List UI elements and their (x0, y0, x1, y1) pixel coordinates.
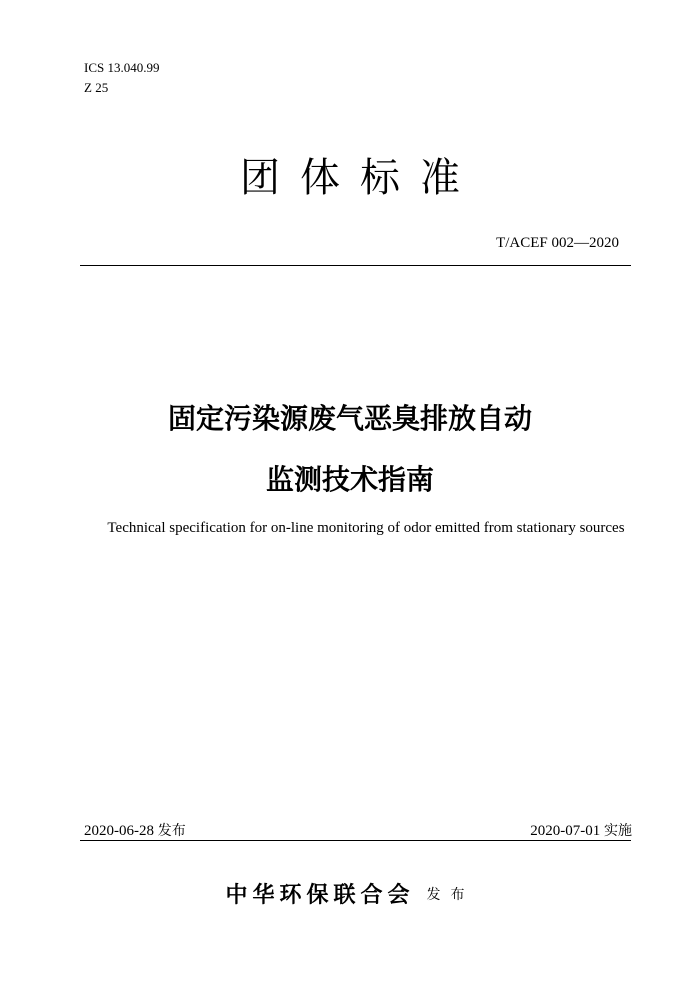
implementation-date: 2020-07-01 (530, 823, 601, 839)
publisher-organization: 中华环保联合会 (225, 883, 415, 908)
publisher-block (0, 878, 700, 909)
classification-codes (84, 58, 159, 98)
publisher-action: 发布 (426, 887, 475, 903)
document-type-heading: 团体标准 (240, 155, 480, 201)
implementation-date-block (530, 820, 632, 840)
title-chinese-line-2: 监测技术指南 (265, 463, 434, 496)
bottom-divider (80, 840, 631, 841)
issue-date: 2020-06-28 (84, 823, 154, 839)
issue-label: 发布 (157, 823, 186, 839)
ccs-code: Z 25 (84, 80, 109, 95)
issue-date-block (84, 820, 186, 840)
standard-number: T/ACEF 002—2020 (496, 235, 619, 251)
ics-code: ICS 13.040.99 (84, 60, 160, 75)
title-english: Technical specification for on-line monitoring of odor emitted from stationary sources (107, 520, 625, 536)
top-divider (80, 265, 631, 266)
title-chinese-line-1: 固定污染源废气恶臭排放自动 (167, 402, 532, 435)
implementation-label: 实施 (604, 823, 632, 839)
